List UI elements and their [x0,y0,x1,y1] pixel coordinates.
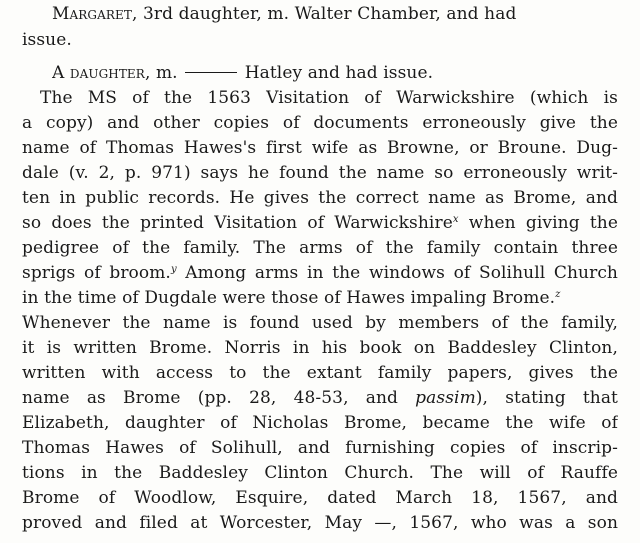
paragraph-line: Elizabeth, daughter of Nicholas Brome, became the wife of [22,413,618,433]
paragraph-line: sprigs of broom.$^y$ Among arms in the windows of Solihull Church [22,263,618,283]
paragraph-line: name of Thomas Hawes's first wife as Browne, or Broune. Dug- [22,138,618,158]
blank-dash [185,72,237,73]
paragraph-line: pedigree of the family. The arms of the family contain three [22,238,618,258]
paragraph-line: dale (v. 2, p. 971) says he found the name so erroneously writ- [22,163,618,183]
italic-word: passim [415,388,476,408]
paragraph-line: tions in the Baddesley Clinton Church. The will of Rauffe [22,463,618,483]
paragraph-line: ten in public records. He gives the correct name as Brome, and [22,188,618,208]
entry-name: Margaret [52,4,132,24]
entry-text: Hatley and had issue. [244,63,434,83]
footnote-marker: x [452,214,459,225]
paragraph-line: proved and filed at Worcester, May —, 1567, who was a son [22,513,618,533]
paragraph-line: The MS of the 1563 Visitation of Warwickshire (which is [40,88,618,108]
paragraph-line: Brome of Woodlow, Esquire, dated March 18, 1567, and [22,488,618,508]
paragraph-line: it is written Brome. Norris in his book on Baddesley Clinton, [22,338,618,358]
paragraph-line: so does the printed Visitation of Warwickshire$^x$ when giving the [22,213,618,233]
footnote-marker: z [555,289,561,300]
paragraph-line: Thomas Hawes of Solihull, and furnishing copies of inscrip- [22,438,618,458]
paragraph-line: a copy) and other copies of documents erroneously give the [22,113,618,133]
paragraph-line: written with access to the extant family papers, gives the [22,363,618,383]
paragraph-line: in the time of Dugdale were those of Hawes impaling Brome.$^z$ [22,288,561,308]
entry-text: , m. [144,63,178,83]
entry-daughter-line [52,61,618,85]
footnote-marker: y [170,264,177,275]
entry-margaret-line-2 [22,28,618,52]
entry-name: A daughter [52,63,145,83]
paragraph-line: name as Brome (pp. 28, 48-53, and passim), stating that [22,388,618,408]
paragraph-line: Whenever the name is found used by members of the family, [22,313,618,333]
entry-margaret-line-1 [52,2,618,26]
entry-text: issue. [22,30,72,50]
entry-text: , 3rd daughter, m. Walter Chamber, and had [131,4,517,24]
